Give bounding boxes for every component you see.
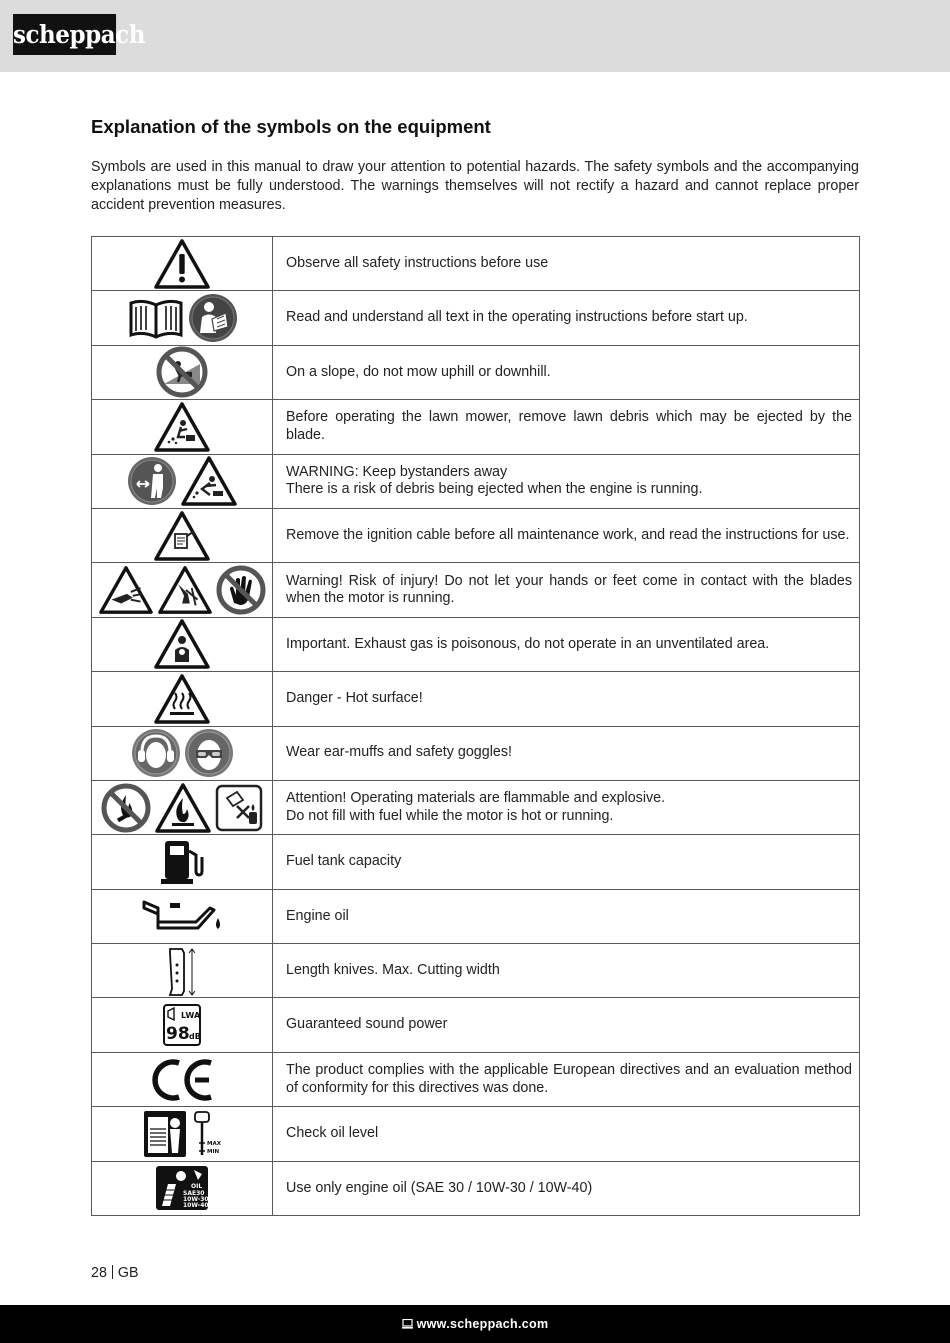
open-book-icon (127, 295, 185, 341)
symbol-cell (92, 563, 273, 617)
description-cell (273, 400, 860, 454)
table-row (92, 944, 860, 998)
description-line: Important. Exhaust gas is poisonous, do not operate in an unventilated area. (286, 635, 770, 652)
page-number-value: 28 (91, 1265, 107, 1281)
check-oil-manual-icon (142, 1109, 188, 1159)
page-number-separator (112, 1265, 113, 1279)
description-cell (273, 1107, 860, 1161)
footer-url[interactable] (0, 1305, 950, 1343)
symbol-cell (92, 1107, 273, 1161)
dipstick-max-label: MAX (206, 1140, 221, 1147)
page-number (91, 1265, 139, 1281)
table-row (92, 291, 860, 345)
description-line: Check oil level (286, 1125, 379, 1142)
table-row (92, 563, 860, 617)
symbol-cell (92, 672, 273, 726)
ear-muffs-icon (131, 728, 181, 778)
description-cell (273, 237, 860, 291)
table-row (92, 508, 860, 562)
computer-icon (402, 1306, 413, 1343)
intro-paragraph: Symbols are used in this manual to draw your attention to potential hazards. The safety symbols and the accompanying explanations must be fully understood. The warnings themselves will not rectify a hazard and cannot replace proper accident prevention measures. (91, 159, 859, 213)
description-line: Engine oil (286, 907, 349, 924)
sound-value: 98 (166, 1024, 190, 1045)
table-row (92, 780, 860, 834)
hand-blade-warning-icon (98, 564, 154, 616)
description-line: Warning! Risk of injury! Do not let your hands or feet come in contact with the blades when the motor is running. (286, 572, 852, 607)
description-line: Use only engine oil (SAE 30 / 10W-30 / 10W-40) (286, 1179, 593, 1196)
page-language: GB (117, 1265, 139, 1281)
table-row (92, 400, 860, 454)
exclamation-warning-icon (153, 238, 211, 290)
foot-blade-warning-icon (157, 564, 213, 616)
symbols-table (91, 236, 860, 1216)
table-row (92, 1052, 860, 1106)
table-row (92, 1161, 860, 1215)
symbol-cell (92, 726, 273, 780)
description-cell (273, 563, 860, 617)
description-cell (273, 998, 860, 1052)
table-row (92, 726, 860, 780)
description-cell (273, 672, 860, 726)
page-title: Explanation of the symbols on the equipment (91, 116, 491, 137)
description-cell (273, 617, 860, 671)
symbol-cell (92, 944, 273, 998)
sound-unit: dB (189, 1032, 201, 1042)
symbol-cell (92, 454, 273, 508)
symbol-cell (92, 780, 273, 834)
description-cell (273, 889, 860, 943)
description-cell (273, 1161, 860, 1215)
read-manual-icon (188, 293, 238, 343)
table-row (92, 617, 860, 671)
footer-bar (0, 1305, 950, 1343)
lawn-debris-warning-icon (153, 401, 211, 453)
symbol-cell (92, 508, 273, 562)
description-line: Do not fill with fuel while the motor is hot or running. (286, 807, 614, 824)
symbol-cell (92, 889, 273, 943)
engine-oil-grade-icon (154, 1164, 210, 1212)
header-bar (0, 0, 950, 72)
description-cell (273, 726, 860, 780)
sound-lwa-label: LWA (181, 1011, 201, 1021)
description-cell (273, 944, 860, 998)
description-cell (273, 1052, 860, 1106)
oil-label: OIL (191, 1183, 203, 1191)
description-line: There is a risk of debris being ejected when the engine is running. (286, 481, 703, 498)
symbol-cell (92, 345, 273, 399)
no-refuel-hot-icon (215, 784, 263, 832)
description-cell (273, 345, 860, 399)
symbol-cell (92, 835, 273, 889)
symbol-cell (92, 400, 273, 454)
table-row (92, 998, 860, 1052)
table-row (92, 889, 860, 943)
symbol-cell (92, 291, 273, 345)
safety-goggles-icon (184, 728, 234, 778)
description-cell (273, 508, 860, 562)
oil-can-icon (140, 896, 224, 936)
description-cell (273, 780, 860, 834)
table-row (92, 672, 860, 726)
description-line: Attention! Operating materials are flammable and explosive. (286, 790, 666, 807)
table-row (92, 835, 860, 889)
ce-mark-icon (149, 1057, 215, 1103)
oil-grade-1: SAE30 (183, 1190, 205, 1198)
table-row (92, 454, 860, 508)
description-cell (273, 291, 860, 345)
description-line: Wear ear-muffs and safety goggles! (286, 744, 512, 761)
table-row (92, 1107, 860, 1161)
oil-grade-2: 10W-30 (183, 1196, 209, 1204)
description-line: Before operating the lawn mower, remove lawn debris which may be ejected by the blade. (286, 409, 852, 443)
ejected-debris-warning-icon (180, 455, 238, 507)
exhaust-gas-warning-icon (153, 618, 211, 670)
brand-logo: scheppach (13, 14, 116, 55)
no-open-flame-icon (101, 783, 151, 833)
symbol-cell (92, 998, 273, 1052)
description-line: The product complies with the applicable European directives and an evaluation method of conformity for this directives was done. (286, 1062, 852, 1096)
description-cell (273, 454, 860, 508)
footer-url-text[interactable]: www.scheppach.com (416, 1317, 549, 1331)
ignition-cable-warning-icon (153, 510, 211, 562)
description-line: Length knives. Max. Cutting width (286, 962, 500, 979)
description-line: Danger - Hot surface! (286, 690, 423, 707)
description-line: WARNING: Keep bystanders away (286, 463, 508, 480)
sound-power-icon (162, 1003, 202, 1047)
description-line: Guaranteed sound power (286, 1016, 448, 1033)
table-row (92, 345, 860, 399)
description-line: Fuel tank capacity (286, 853, 402, 870)
table-row (92, 237, 860, 291)
fuel-pump-icon (159, 837, 205, 887)
dipstick-icon (191, 1109, 223, 1159)
description-line: Read and understand all text in the operating instructions before start up. (286, 309, 748, 326)
keep-bystanders-away-icon (127, 456, 177, 506)
blade-length-icon (162, 945, 202, 997)
hot-surface-warning-icon (153, 673, 211, 725)
dipstick-min-label: MIN (206, 1148, 219, 1155)
no-slope-mowing-icon (156, 346, 208, 398)
symbol-cell (92, 617, 273, 671)
description-cell (273, 835, 860, 889)
oil-grade-3: 10W-40 (183, 1202, 209, 1210)
flammable-warning-icon (154, 782, 212, 834)
symbol-cell (92, 237, 273, 291)
description-line: Observe all safety instructions before use (286, 254, 549, 271)
description-line: On a slope, do not mow uphill or downhill. (286, 363, 551, 380)
no-hands-icon (216, 565, 266, 615)
description-line: Remove the ignition cable before all maintenance work, and read the instructions for use. (286, 526, 850, 543)
symbol-cell (92, 1052, 273, 1106)
symbol-cell (92, 1161, 273, 1215)
